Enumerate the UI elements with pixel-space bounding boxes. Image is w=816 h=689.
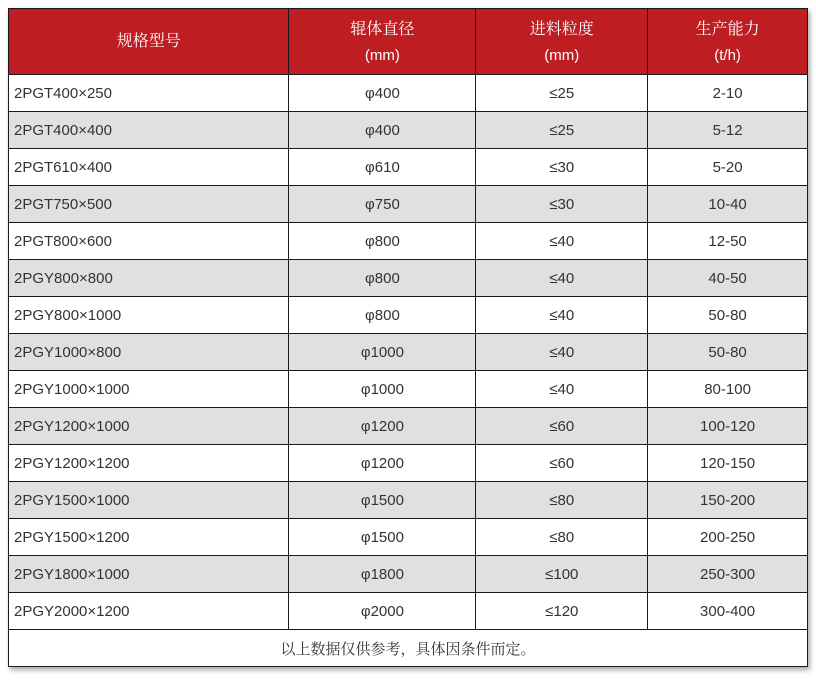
column-header-capacity <box>648 9 808 75</box>
cell-roller-diameter: φ750 <box>289 186 476 223</box>
table-body <box>9 75 808 630</box>
cell-capacity: 250-300 <box>648 556 808 593</box>
cell-feed-size: ≤30 <box>476 186 648 223</box>
cell-roller-diameter: φ1000 <box>289 334 476 371</box>
column-title: 规格型号 <box>116 33 181 50</box>
cell-model: 2PGY1500×1000 <box>9 482 289 519</box>
cell-feed-size: ≤100 <box>476 556 648 593</box>
cell-feed-size: ≤30 <box>476 149 648 186</box>
table-row <box>9 445 808 482</box>
cell-roller-diameter: φ400 <box>289 112 476 149</box>
cell-capacity: 100-120 <box>648 408 808 445</box>
column-header-model <box>9 9 289 75</box>
cell-roller-diameter: φ800 <box>289 297 476 334</box>
column-title: 进料粒度 <box>529 20 594 38</box>
cell-roller-diameter: φ1800 <box>289 556 476 593</box>
cell-roller-diameter: φ400 <box>289 75 476 112</box>
cell-model: 2PGY1000×1000 <box>9 371 289 408</box>
table-row <box>9 334 808 371</box>
cell-roller-diameter: φ1500 <box>289 519 476 556</box>
cell-feed-size: ≤60 <box>476 445 648 482</box>
cell-roller-diameter: φ1200 <box>289 408 476 445</box>
cell-model: 2PGY2000×1200 <box>9 593 289 630</box>
spec-table <box>8 8 808 667</box>
cell-feed-size: ≤60 <box>476 408 648 445</box>
cell-feed-size: ≤40 <box>476 297 648 334</box>
cell-roller-diameter: φ610 <box>289 149 476 186</box>
cell-feed-size: ≤25 <box>476 75 648 112</box>
cell-model: 2PGY1200×1200 <box>9 445 289 482</box>
footnote-text: 以上数据仅供参考，具体因条件而定。 <box>9 630 808 667</box>
header-row <box>9 9 808 75</box>
table-header <box>9 9 808 75</box>
cell-roller-diameter: φ1500 <box>289 482 476 519</box>
column-title: 辊体直径 <box>350 20 415 38</box>
column-unit: (mm) <box>544 46 580 64</box>
cell-capacity: 120-150 <box>648 445 808 482</box>
cell-capacity: 50-80 <box>648 297 808 334</box>
cell-roller-diameter: φ800 <box>289 223 476 260</box>
column-header-feed-size <box>476 9 648 75</box>
footnote-row <box>9 630 808 667</box>
cell-roller-diameter: φ1000 <box>289 371 476 408</box>
cell-capacity: 200-250 <box>648 519 808 556</box>
cell-capacity: 12-50 <box>648 223 808 260</box>
table-row <box>9 556 808 593</box>
cell-capacity: 5-12 <box>648 112 808 149</box>
table-footer <box>9 630 808 667</box>
cell-capacity: 80-100 <box>648 371 808 408</box>
cell-model: 2PGT400×250 <box>9 75 289 112</box>
cell-feed-size: ≤40 <box>476 260 648 297</box>
cell-capacity: 2-10 <box>648 75 808 112</box>
cell-feed-size: ≤120 <box>476 593 648 630</box>
column-header-roller-diameter <box>289 9 476 75</box>
table-row <box>9 519 808 556</box>
table-row <box>9 371 808 408</box>
table-row <box>9 112 808 149</box>
cell-feed-size: ≤80 <box>476 519 648 556</box>
table-row <box>9 482 808 519</box>
cell-roller-diameter: φ1200 <box>289 445 476 482</box>
column-unit: (t/h) <box>714 46 741 64</box>
table-row <box>9 149 808 186</box>
cell-model: 2PGY1000×800 <box>9 334 289 371</box>
spec-table-card <box>8 8 808 667</box>
cell-capacity: 40-50 <box>648 260 808 297</box>
table-row <box>9 593 808 630</box>
cell-feed-size: ≤80 <box>476 482 648 519</box>
table-row <box>9 223 808 260</box>
table-row <box>9 297 808 334</box>
table-row <box>9 75 808 112</box>
cell-model: 2PGY1500×1200 <box>9 519 289 556</box>
cell-capacity: 5-20 <box>648 149 808 186</box>
cell-model: 2PGT750×500 <box>9 186 289 223</box>
cell-model: 2PGT610×400 <box>9 149 289 186</box>
cell-model: 2PGY800×800 <box>9 260 289 297</box>
column-unit: (mm) <box>364 46 400 64</box>
cell-roller-diameter: φ2000 <box>289 593 476 630</box>
table-row <box>9 260 808 297</box>
cell-capacity: 10-40 <box>648 186 808 223</box>
table-row <box>9 408 808 445</box>
table-row <box>9 186 808 223</box>
cell-model: 2PGT400×400 <box>9 112 289 149</box>
cell-capacity: 300-400 <box>648 593 808 630</box>
column-title: 生产能力 <box>695 20 760 38</box>
cell-model: 2PGT800×600 <box>9 223 289 260</box>
cell-model: 2PGY1200×1000 <box>9 408 289 445</box>
cell-feed-size: ≤40 <box>476 223 648 260</box>
cell-feed-size: ≤40 <box>476 334 648 371</box>
cell-roller-diameter: φ800 <box>289 260 476 297</box>
cell-model: 2PGY800×1000 <box>9 297 289 334</box>
cell-capacity: 50-80 <box>648 334 808 371</box>
cell-model: 2PGY1800×1000 <box>9 556 289 593</box>
cell-feed-size: ≤40 <box>476 371 648 408</box>
cell-capacity: 150-200 <box>648 482 808 519</box>
cell-feed-size: ≤25 <box>476 112 648 149</box>
